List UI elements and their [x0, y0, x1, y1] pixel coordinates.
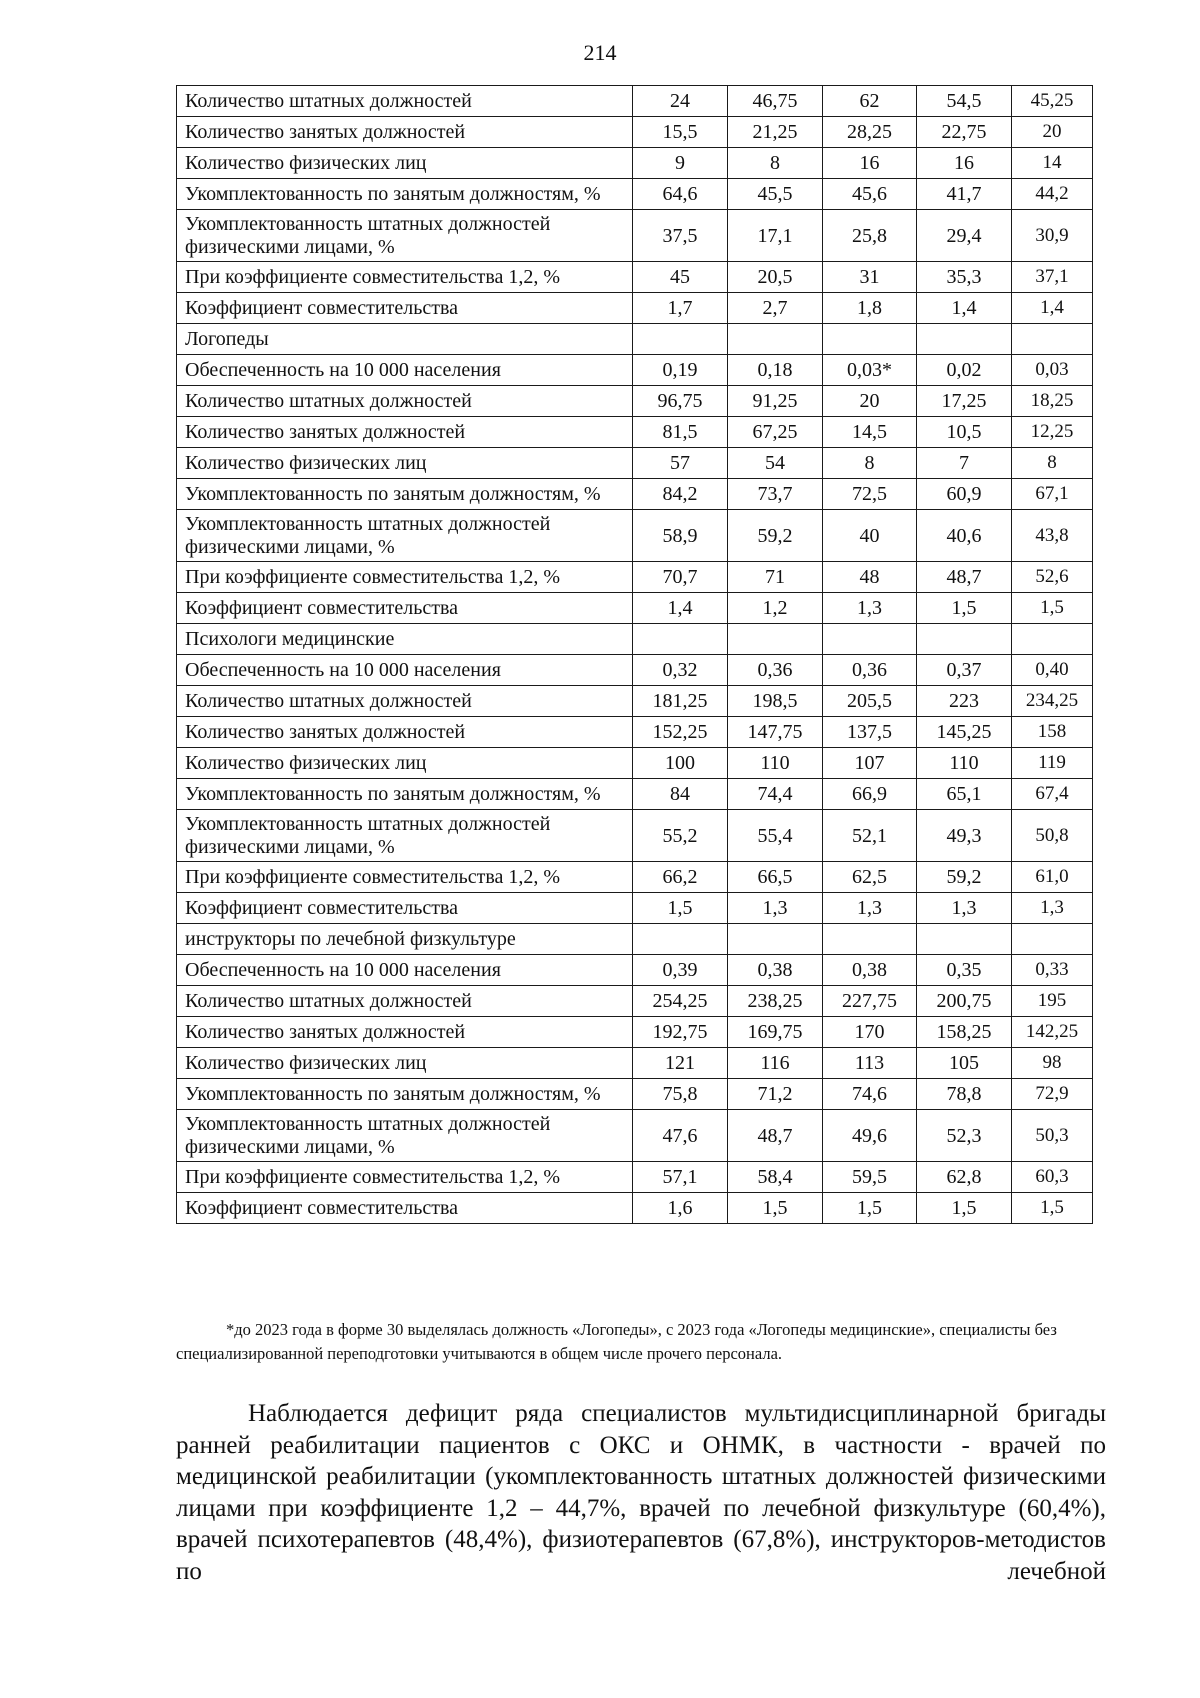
row-value-col-4 — [917, 924, 1012, 955]
table-row — [177, 624, 1093, 655]
row-label: Количество штатных должностей — [177, 686, 633, 717]
row-label: Коэффициент совместительства — [177, 893, 633, 924]
row-value-col-1: 15,5 — [633, 117, 728, 148]
row-value-col-3: 1,8 — [823, 293, 917, 324]
row-value-col-3: 14,5 — [823, 417, 917, 448]
row-value-col-4: 16 — [917, 148, 1012, 179]
row-value-col-2: 169,75 — [728, 1017, 823, 1048]
row-label: Количество физических лиц — [177, 748, 633, 779]
row-value-col-2: 74,4 — [728, 779, 823, 810]
row-value-col-4: 49,3 — [917, 810, 1012, 862]
row-label: Количество физических лиц — [177, 148, 633, 179]
row-value-col-2: 1,3 — [728, 893, 823, 924]
row-value-col-1: 70,7 — [633, 562, 728, 593]
table-row — [177, 862, 1093, 893]
body-paragraph: Наблюдается дефицит ряда специалистов мультидисциплинарной бригады ранней реабилитации пациентов с ОКС и ОНМК, в частности - врачей по медицинской реабилитации (укомплектованность штатных должностей физическими лицами при коэффициенте 1,2 – 44,7%, врачей по лечебной физкультуре (60,4%), врачей психотерапевтов (48,4%), физиотерапевтов (67,8%), инструкторов-методистов по лечебной — [176, 1400, 1106, 1585]
row-value-col-1: 192,75 — [633, 1017, 728, 1048]
row-value-col-4: 40,6 — [917, 510, 1012, 562]
row-value-col-5 — [1012, 324, 1093, 355]
row-value-col-5: 1,5 — [1012, 1193, 1093, 1224]
table-row — [177, 1110, 1093, 1162]
row-label: Укомплектованность по занятым должностям, % — [177, 779, 633, 810]
row-label: При коэффициенте совместительства 1,2, % — [177, 562, 633, 593]
row-value-col-1 — [633, 624, 728, 655]
table-row — [177, 1162, 1093, 1193]
table-row — [177, 355, 1093, 386]
row-value-col-4: 35,3 — [917, 262, 1012, 293]
row-value-col-4: 54,5 — [917, 86, 1012, 117]
row-value-col-5: 119 — [1012, 748, 1093, 779]
table-row — [177, 417, 1093, 448]
row-label: Количество штатных должностей — [177, 986, 633, 1017]
row-value-col-3: 137,5 — [823, 717, 917, 748]
row-label: Укомплектованность по занятым должностям, % — [177, 1079, 633, 1110]
row-value-col-5: 67,1 — [1012, 479, 1093, 510]
row-value-col-2: 1,5 — [728, 1193, 823, 1224]
table-row — [177, 893, 1093, 924]
row-value-col-2: 54 — [728, 448, 823, 479]
table-row — [177, 117, 1093, 148]
row-value-col-5: 1,3 — [1012, 893, 1093, 924]
row-value-col-3: 1,3 — [823, 593, 917, 624]
row-value-col-5: 1,5 — [1012, 593, 1093, 624]
row-value-col-2: 21,25 — [728, 117, 823, 148]
row-value-col-3: 45,6 — [823, 179, 917, 210]
row-value-col-4: 200,75 — [917, 986, 1012, 1017]
row-value-col-2: 20,5 — [728, 262, 823, 293]
row-value-col-2: 59,2 — [728, 510, 823, 562]
row-value-col-3: 59,5 — [823, 1162, 917, 1193]
row-label: При коэффициенте совместительства 1,2, % — [177, 1162, 633, 1193]
row-value-col-2: 8 — [728, 148, 823, 179]
table-row — [177, 148, 1093, 179]
table-row — [177, 686, 1093, 717]
row-value-col-4: 110 — [917, 748, 1012, 779]
table-row — [177, 1017, 1093, 1048]
row-value-col-4: 1,4 — [917, 293, 1012, 324]
table-row — [177, 179, 1093, 210]
table-row — [177, 1048, 1093, 1079]
row-value-col-1: 181,25 — [633, 686, 728, 717]
row-value-col-3: 49,6 — [823, 1110, 917, 1162]
row-value-col-2: 48,7 — [728, 1110, 823, 1162]
row-value-col-5: 44,2 — [1012, 179, 1093, 210]
row-label: Количество занятых должностей — [177, 717, 633, 748]
row-value-col-4: 7 — [917, 448, 1012, 479]
table-footnote: *до 2023 года в форме 30 выделялась должность «Логопеды», с 2023 года «Логопеды медицинские», специалисты без специализированной переподготовки учитываются в общем числе прочего персонала. — [176, 1320, 1057, 1363]
row-value-col-1: 1,7 — [633, 293, 728, 324]
row-value-col-5: 98 — [1012, 1048, 1093, 1079]
row-value-col-5: 142,25 — [1012, 1017, 1093, 1048]
row-value-col-2 — [728, 324, 823, 355]
row-value-col-5: 12,25 — [1012, 417, 1093, 448]
row-value-col-2: 238,25 — [728, 986, 823, 1017]
row-value-col-2: 46,75 — [728, 86, 823, 117]
table-row — [177, 262, 1093, 293]
table-row — [177, 717, 1093, 748]
row-value-col-2: 0,36 — [728, 655, 823, 686]
row-value-col-4: 1,3 — [917, 893, 1012, 924]
table-row — [177, 386, 1093, 417]
row-value-col-5: 30,9 — [1012, 210, 1093, 262]
row-value-col-5: 72,9 — [1012, 1079, 1093, 1110]
row-value-col-1: 58,9 — [633, 510, 728, 562]
row-label: Укомплектованность штатных должностей физическими лицами, % — [177, 510, 633, 562]
row-value-col-1: 24 — [633, 86, 728, 117]
row-value-col-2: 147,75 — [728, 717, 823, 748]
table-row — [177, 593, 1093, 624]
row-value-col-3: 31 — [823, 262, 917, 293]
row-value-col-1: 9 — [633, 148, 728, 179]
row-value-col-3: 52,1 — [823, 810, 917, 862]
row-label: Количество физических лиц — [177, 1048, 633, 1079]
row-value-col-4: 145,25 — [917, 717, 1012, 748]
row-value-col-3: 113 — [823, 1048, 917, 1079]
table-row — [177, 1079, 1093, 1110]
row-value-col-1: 152,25 — [633, 717, 728, 748]
row-value-col-5: 60,3 — [1012, 1162, 1093, 1193]
row-value-col-3: 205,5 — [823, 686, 917, 717]
row-value-col-2 — [728, 924, 823, 955]
row-value-col-1: 57 — [633, 448, 728, 479]
row-value-col-4: 48,7 — [917, 562, 1012, 593]
table-row — [177, 562, 1093, 593]
row-value-col-4 — [917, 324, 1012, 355]
row-label: Коэффициент совместительства — [177, 1193, 633, 1224]
row-value-col-5: 18,25 — [1012, 386, 1093, 417]
row-label: Укомплектованность штатных должностей физическими лицами, % — [177, 810, 633, 862]
row-label: Укомплектованность по занятым должностям, % — [177, 179, 633, 210]
row-value-col-2: 67,25 — [728, 417, 823, 448]
row-value-col-2: 17,1 — [728, 210, 823, 262]
row-value-col-1: 66,2 — [633, 862, 728, 893]
row-value-col-4: 10,5 — [917, 417, 1012, 448]
row-label: Обеспеченность на 10 000 населения — [177, 955, 633, 986]
table-row — [177, 955, 1093, 986]
row-value-col-1: 64,6 — [633, 179, 728, 210]
row-value-col-1: 45 — [633, 262, 728, 293]
table-row — [177, 986, 1093, 1017]
row-value-col-4: 29,4 — [917, 210, 1012, 262]
row-value-col-3: 72,5 — [823, 479, 917, 510]
row-value-col-1: 1,5 — [633, 893, 728, 924]
row-label: Укомплектованность штатных должностей физическими лицами, % — [177, 1110, 633, 1162]
staffing-table — [176, 85, 1093, 1224]
row-value-col-3 — [823, 324, 917, 355]
row-value-col-2: 66,5 — [728, 862, 823, 893]
table-row — [177, 324, 1093, 355]
row-label: Логопеды — [177, 324, 633, 355]
row-label: Укомплектованность штатных должностей физическими лицами, % — [177, 210, 633, 262]
row-value-col-4: 52,3 — [917, 1110, 1012, 1162]
row-value-col-5: 37,1 — [1012, 262, 1093, 293]
row-value-col-3: 48 — [823, 562, 917, 593]
row-value-col-1 — [633, 924, 728, 955]
row-value-col-2: 71,2 — [728, 1079, 823, 1110]
row-label: Коэффициент совместительства — [177, 593, 633, 624]
row-label: Психологи медицинские — [177, 624, 633, 655]
table-row — [177, 655, 1093, 686]
row-value-col-2: 0,38 — [728, 955, 823, 986]
row-value-col-2: 55,4 — [728, 810, 823, 862]
row-value-col-1: 254,25 — [633, 986, 728, 1017]
row-value-col-3: 40 — [823, 510, 917, 562]
row-label: Количество занятых должностей — [177, 1017, 633, 1048]
row-value-col-3: 62,5 — [823, 862, 917, 893]
table-row — [177, 510, 1093, 562]
row-value-col-4: 1,5 — [917, 593, 1012, 624]
row-value-col-3: 62 — [823, 86, 917, 117]
row-value-col-5: 14 — [1012, 148, 1093, 179]
table-row — [177, 86, 1093, 117]
row-value-col-1: 96,75 — [633, 386, 728, 417]
row-value-col-1: 37,5 — [633, 210, 728, 262]
row-value-col-5: 61,0 — [1012, 862, 1093, 893]
row-value-col-5 — [1012, 624, 1093, 655]
row-value-col-5: 8 — [1012, 448, 1093, 479]
row-value-col-2: 116 — [728, 1048, 823, 1079]
row-value-col-4 — [917, 624, 1012, 655]
row-value-col-3 — [823, 624, 917, 655]
row-value-col-5: 50,8 — [1012, 810, 1093, 862]
row-value-col-1: 1,4 — [633, 593, 728, 624]
row-label: Обеспеченность на 10 000 населения — [177, 655, 633, 686]
row-value-col-1: 84 — [633, 779, 728, 810]
row-value-col-4: 41,7 — [917, 179, 1012, 210]
row-value-col-1: 47,6 — [633, 1110, 728, 1162]
row-value-col-2: 1,2 — [728, 593, 823, 624]
row-value-col-4: 17,25 — [917, 386, 1012, 417]
row-value-col-4: 0,35 — [917, 955, 1012, 986]
row-value-col-1 — [633, 324, 728, 355]
row-value-col-3: 25,8 — [823, 210, 917, 262]
row-value-col-5: 158 — [1012, 717, 1093, 748]
table-row — [177, 210, 1093, 262]
row-value-col-1: 100 — [633, 748, 728, 779]
row-value-col-2: 91,25 — [728, 386, 823, 417]
row-value-col-1: 84,2 — [633, 479, 728, 510]
row-value-col-1: 0,32 — [633, 655, 728, 686]
row-value-col-2: 45,5 — [728, 179, 823, 210]
row-label: При коэффициенте совместительства 1,2, % — [177, 862, 633, 893]
table-body — [177, 86, 1093, 1224]
row-value-col-5: 234,25 — [1012, 686, 1093, 717]
table-row — [177, 748, 1093, 779]
row-label: Количество штатных должностей — [177, 386, 633, 417]
row-value-col-2 — [728, 624, 823, 655]
row-value-col-3: 74,6 — [823, 1079, 917, 1110]
row-label: Количество занятых должностей — [177, 417, 633, 448]
row-value-col-4: 0,37 — [917, 655, 1012, 686]
row-value-col-2: 198,5 — [728, 686, 823, 717]
row-value-col-3 — [823, 924, 917, 955]
row-value-col-4: 60,9 — [917, 479, 1012, 510]
row-label: Обеспеченность на 10 000 населения — [177, 355, 633, 386]
table-row — [177, 924, 1093, 955]
row-value-col-1: 121 — [633, 1048, 728, 1079]
row-value-col-1: 57,1 — [633, 1162, 728, 1193]
row-label: Количество штатных должностей — [177, 86, 633, 117]
row-label: Количество занятых должностей — [177, 117, 633, 148]
row-value-col-4: 59,2 — [917, 862, 1012, 893]
row-value-col-3: 0,03* — [823, 355, 917, 386]
row-value-col-1: 81,5 — [633, 417, 728, 448]
table-row — [177, 779, 1093, 810]
row-label: Коэффициент совместительства — [177, 293, 633, 324]
page-number: 214 — [583, 40, 617, 65]
row-value-col-5: 0,40 — [1012, 655, 1093, 686]
row-value-col-5: 45,25 — [1012, 86, 1093, 117]
row-value-col-3: 28,25 — [823, 117, 917, 148]
row-value-col-1: 75,8 — [633, 1079, 728, 1110]
row-value-col-4: 1,5 — [917, 1193, 1012, 1224]
row-value-col-5: 0,03 — [1012, 355, 1093, 386]
row-value-col-3: 16 — [823, 148, 917, 179]
row-value-col-5: 0,33 — [1012, 955, 1093, 986]
row-value-col-4: 65,1 — [917, 779, 1012, 810]
row-value-col-1: 1,6 — [633, 1193, 728, 1224]
row-value-col-3: 66,9 — [823, 779, 917, 810]
row-value-col-3: 20 — [823, 386, 917, 417]
row-value-col-4: 223 — [917, 686, 1012, 717]
row-value-col-3: 107 — [823, 748, 917, 779]
table-row — [177, 810, 1093, 862]
row-value-col-4: 22,75 — [917, 117, 1012, 148]
row-value-col-3: 8 — [823, 448, 917, 479]
row-label: Укомплектованность по занятым должностям, % — [177, 479, 633, 510]
row-value-col-1: 0,39 — [633, 955, 728, 986]
row-value-col-2: 71 — [728, 562, 823, 593]
table-row — [177, 448, 1093, 479]
row-value-col-4: 158,25 — [917, 1017, 1012, 1048]
row-value-col-3: 227,75 — [823, 986, 917, 1017]
row-value-col-4: 78,8 — [917, 1079, 1012, 1110]
row-value-col-2: 2,7 — [728, 293, 823, 324]
row-value-col-5: 43,8 — [1012, 510, 1093, 562]
row-value-col-2: 58,4 — [728, 1162, 823, 1193]
row-label: При коэффициенте совместительства 1,2, % — [177, 262, 633, 293]
row-value-col-4: 0,02 — [917, 355, 1012, 386]
table-row — [177, 293, 1093, 324]
row-value-col-2: 73,7 — [728, 479, 823, 510]
row-value-col-3: 0,38 — [823, 955, 917, 986]
row-value-col-1: 0,19 — [633, 355, 728, 386]
row-label: Количество физических лиц — [177, 448, 633, 479]
row-value-col-5: 50,3 — [1012, 1110, 1093, 1162]
row-value-col-5: 195 — [1012, 986, 1093, 1017]
table-row — [177, 1193, 1093, 1224]
row-value-col-3: 1,5 — [823, 1193, 917, 1224]
table-row — [177, 479, 1093, 510]
row-value-col-5: 52,6 — [1012, 562, 1093, 593]
row-value-col-2: 0,18 — [728, 355, 823, 386]
row-value-col-4: 105 — [917, 1048, 1012, 1079]
row-value-col-3: 1,3 — [823, 893, 917, 924]
row-value-col-3: 170 — [823, 1017, 917, 1048]
row-value-col-4: 62,8 — [917, 1162, 1012, 1193]
row-value-col-1: 55,2 — [633, 810, 728, 862]
row-value-col-2: 110 — [728, 748, 823, 779]
row-value-col-5: 20 — [1012, 117, 1093, 148]
row-label: инструкторы по лечебной физкультуре — [177, 924, 633, 955]
row-value-col-3: 0,36 — [823, 655, 917, 686]
row-value-col-5 — [1012, 924, 1093, 955]
row-value-col-5: 67,4 — [1012, 779, 1093, 810]
row-value-col-5: 1,4 — [1012, 293, 1093, 324]
